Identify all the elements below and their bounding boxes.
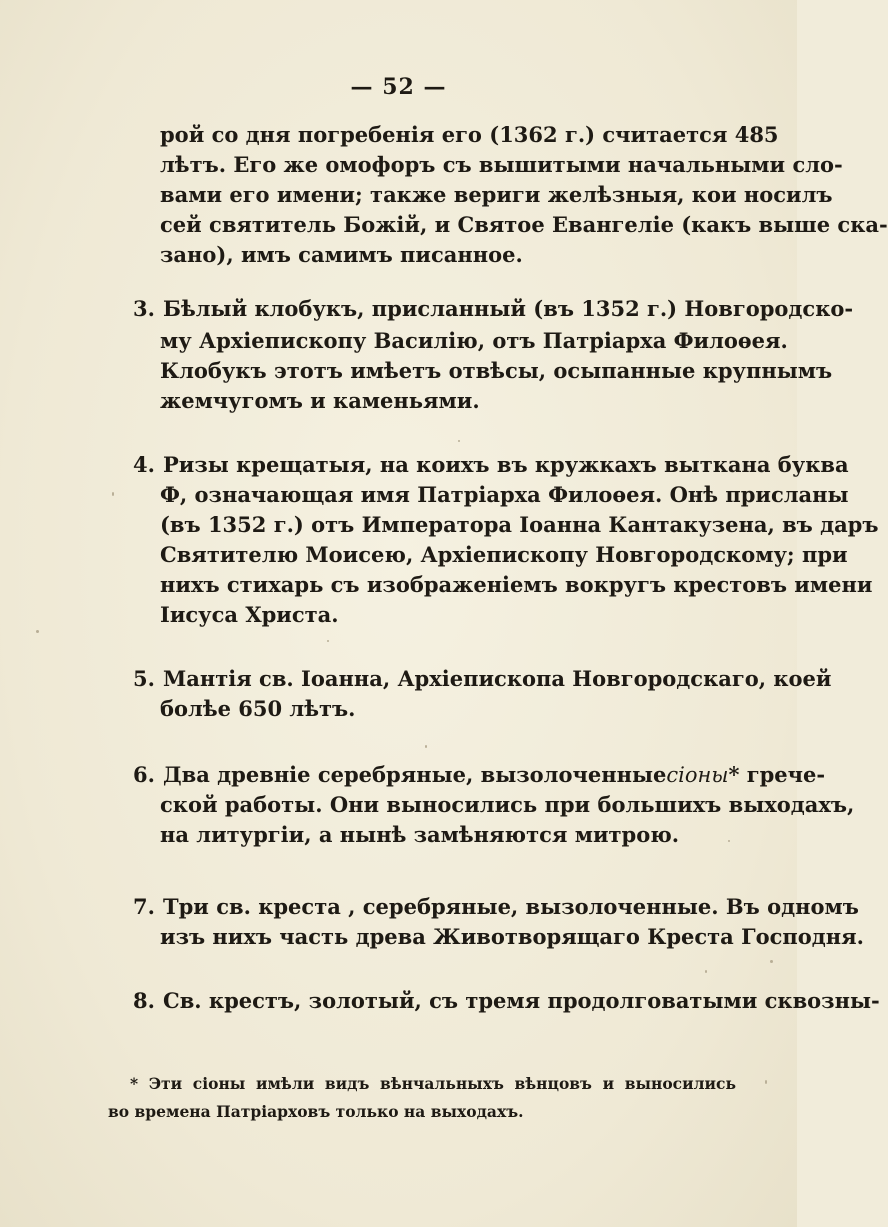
text-line: рой со дня погребенія его (1362 г.) считается 485 [160,122,779,147]
text-line: Три св. креста , серебряные, вызолоченные. Въ одномъ [163,894,859,919]
text-line: изъ нихъ часть древа Животворящаго Креста Господня. [160,924,864,949]
page-number-text: — 52 — [350,74,447,100]
item-number: 7. [133,894,155,919]
text-line: Ризы крещатыя, на коихъ въ кружкахъ выткана буква [163,452,849,477]
paper-speck [770,960,773,963]
text-line: на литургіи, а нынѣ замѣняются митрою. [160,822,680,847]
text-line: болѣе 650 лѣтъ. [160,696,356,721]
item-number: 8. [133,988,155,1013]
paper-speck [36,630,39,633]
footnote-line: * Эти сіоны имѣли видъ вѣнчальныхъ вѣнцовъ и выносились [130,1074,736,1093]
footnote-line: во времена Патріарховъ только на выходахъ. [108,1102,524,1121]
text-line: вами его имени; также вериги желѣзныя, кои носилъ [160,182,833,207]
text-line: (въ 1352 г.) отъ Императора Іоанна Кантакузена, въ даръ [160,512,879,537]
text-segment-italic: сіоны [666,763,729,787]
text-segment: Два древніе серебряные, вызолоченные [163,762,667,787]
paper-speck [705,970,707,973]
paper-speck [765,1080,767,1084]
paper-speck [728,840,730,842]
page-number [0,74,797,100]
text-line: Св. крестъ, золотый, съ тремя продолговатыми сквозны- [163,988,880,1013]
text-line: нихъ стихарь съ изображеніемъ вокругъ крестовъ имени [160,572,873,597]
paper-speck [112,492,114,496]
text-line: Святителю Моисею, Архіепископу Новгородскому; при [160,542,848,567]
paper-speck [425,745,427,748]
text-line: Мантія св. Іоанна, Архіепископа Новгородскаго, коей [163,666,832,691]
text-line [163,760,826,790]
item-number: 3. [133,296,155,321]
text-line: Ф, означающая имя Патріарха Филоѳея. Онѣ присланы [160,482,849,507]
item-number: 5. [133,666,155,691]
footnote-marker: * грече- [728,762,826,787]
text-line: сей святитель Божій, и Святое Евангеліе (какъ выше ска- [160,212,888,237]
text-line: зано), имъ самимъ писанное. [160,242,523,267]
text-line: Іисуса Христа. [160,602,339,627]
item-number: 4. [133,452,155,477]
paper-speck [458,440,460,442]
item-number: 6. [133,762,155,787]
text-line: жемчугомъ и каменьями. [160,388,480,413]
text-line: Бѣлый клобукъ, присланный (въ 1352 г.) Новгородско- [163,296,854,321]
text-line: Клобукъ этотъ имѣетъ отвѣсы, осыпанные крупнымъ [160,358,833,383]
text-line: му Архіепископу Василію, отъ Патріарха Филоѳея. [160,328,788,353]
text-line: лѣтъ. Его же омофоръ съ вышитыми начальными сло- [160,152,843,177]
paper-speck [327,640,329,642]
text-line: ской работы. Они выносились при большихъ выходахъ, [160,792,855,817]
